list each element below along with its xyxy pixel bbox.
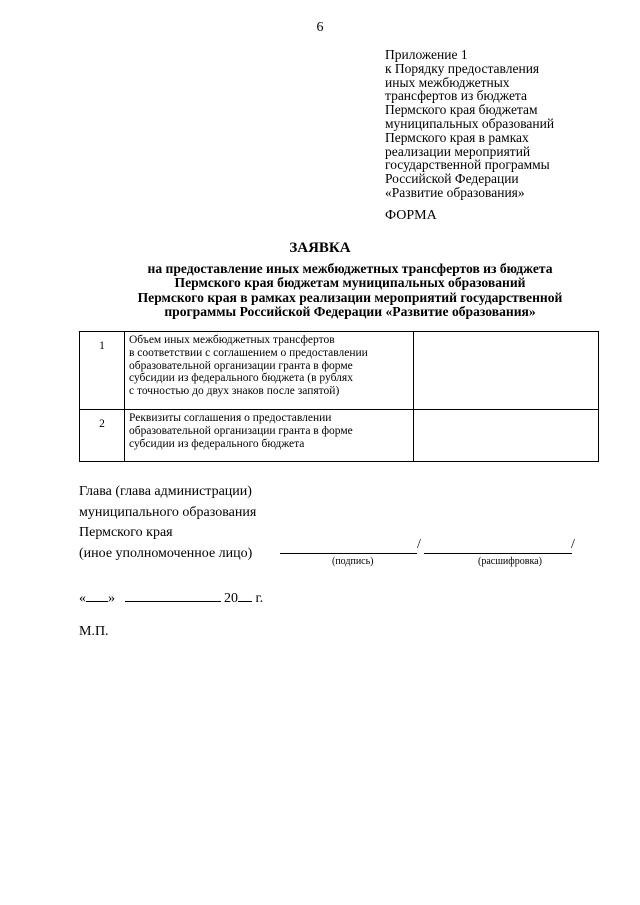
stamp-place: М.П. [79,624,109,639]
appendix-line: иных межбюджетных [385,74,510,90]
form-label: ФОРМА [385,208,437,223]
signatory-line: Пермского края [79,525,173,540]
document-title: ЗАЯВКА [289,240,351,256]
day-field[interactable] [86,588,108,602]
row-description-line: субсидии из федерального бюджета (в рублях [129,372,353,385]
row-value-cell[interactable] [414,332,599,410]
subtitle-line: Пермского края бюджетам муниципальных образований [174,275,526,291]
separator-slash: / [417,537,421,552]
appendix-line: Российской Федерации [385,171,519,187]
signatory-line: (иное уполномоченное лицо) [79,545,253,561]
signatory-block [79,482,256,564]
row-number: 2 [80,410,125,462]
appendix-line: «Развитие образования» [385,184,525,200]
row-description-line: образовательной организации гранта в форме [129,424,353,437]
row-value-cell[interactable] [414,410,599,462]
month-field[interactable] [125,588,221,602]
appendix-header [385,48,625,200]
row-description-line: Реквизиты соглашения о предоставлении [129,412,332,424]
row-description-line: Объем иных межбюджетных трансфертов [129,334,335,346]
table-row [80,332,599,410]
signature-label: (подпись) [332,556,374,567]
appendix-line: муниципальных образований [385,115,555,131]
open-quote: « [79,591,86,606]
year-suffix: г. [252,591,264,606]
signature-field[interactable] [280,539,417,554]
year-field[interactable] [238,588,252,602]
table-row [80,410,599,462]
row-description-line: образовательной организации гранта в форме [129,359,353,372]
subtitle-line: на предоставление иных межбюджетных трансфертов из бюджета [147,261,553,276]
subtitle-line: Пермского края в рамках реализации мероприятий государственной [137,289,563,305]
signatory-line: Глава (глава администрации) [79,484,252,499]
appendix-line: Пермского края бюджетам [385,102,538,118]
close-quote: » [108,591,115,606]
row-number: 1 [80,332,125,410]
year-prefix: 20 [224,591,238,606]
page-number: 6 [316,20,324,35]
row-description-line: в соответствии с соглашением о предоставлении [129,346,368,359]
decode-label: (расшифровка) [478,556,542,567]
row-description-line: субсидии из федерального бюджета [129,437,305,450]
document-subtitle [60,262,640,320]
signatory-line: муниципального образования [79,504,257,520]
appendix-line: государственной программы [385,157,550,173]
date-row [79,588,263,607]
separator-slash: / [571,537,575,552]
appendix-line: к Порядку предоставления [385,60,540,76]
name-decode-field[interactable] [424,539,572,554]
appendix-line: трансфертов из бюджета [385,88,527,104]
appendix-line: реализации мероприятий [385,143,531,159]
appendix-line: Приложение 1 [385,47,468,62]
appendix-line: Пермского края в рамках [385,129,529,145]
row-description [125,332,414,410]
row-description [125,410,414,462]
request-table [79,331,599,462]
subtitle-line: программы Российской Федерации «Развитие образования» [164,304,536,320]
row-description-line: с точностью до двух знаков после запятой) [129,385,340,398]
